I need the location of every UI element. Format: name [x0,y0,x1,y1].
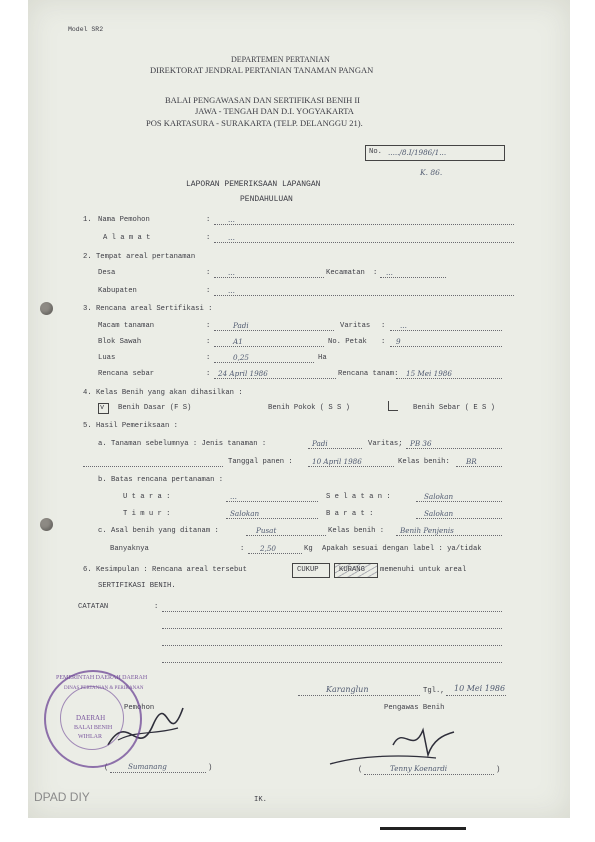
corner-code: K. 86. [420,168,443,177]
alamat-label: A l a m a t [103,234,151,242]
date-value: 10 Mei 1986 [454,684,506,693]
sebar-value: 24 April 1986 [218,369,268,378]
barat-value: Salokan [424,509,454,518]
timur-label: T i m u r : [123,510,171,518]
address-heading: POS KARTASURA - SURAKARTA (TELP. DELANGGU 21). [146,118,363,128]
benih-pokok-label: Benih Pokok ( S S ) [268,404,350,412]
sebar-label: Rencana sebar [98,370,155,378]
report-subtitle: PENDAHULUAN [240,195,293,204]
region-heading: JAWA - TENGAH DAN D.I. YOGYAKARTA [195,106,354,116]
kecamatan-label: Kecamatan [326,269,365,277]
tanam-value: 15 Mei 1986 [406,369,452,378]
asal-benih-value: Pusat [256,526,277,535]
benih-pokok-checkbox[interactable] [388,401,398,411]
banyaknya-label: Banyaknya [110,545,149,553]
bottom-bar [380,827,466,830]
s4-heading: 4. Kelas Benih yang akan dihasilkan : [83,389,243,397]
tanggal-panen-label: Tanggal panen : [228,458,293,466]
pengawas-name: Tenny Koenardi [390,764,448,773]
s6-heading: 6. Kesimpulan : Rencana areal tersebut [83,566,247,574]
nama-value: ... [228,215,235,224]
luas-value: 0,25 [233,353,250,362]
stamp-daerah-text: DAERAH [76,714,106,722]
document-page: Model SR2 DEPARTEMEN PERTANIAN DIREKTORAT JENDRAL PERTANIAN TANAMAN PANGAN BALAI PENGAWASAN DAN SERTIFIKASI BENIH II JAWA - TENGAH DAN D.I. YOGYAKARTA POS KARTASURA - SURAKARTA (TELP. DELANGGU 21). No. ...../8.I/1986/1... K. 86. LAPORAN PEMERIKSAAN LAPANGAN PENDAHULUAN 1. Nama Pemohon : ... A l a m a t : ... 2. Tempat areal pertanaman Desa : ... Kecamatan : ... Kabupaten : ... 3. Rencana areal Sertifikasi : Macam tanaman : Padi Varitas : ... Blok Sawah : A1 No. Petak : 9 Luas : 0,25 Ha Rencana sebar : 24 April 1986 Rencana tanam: 15 Mei 1986 4. Kelas Benih yang akan dihasilkan : v Benih Dasar (F S) Benih Pokok ( S S ) Benih Sebar ( E S ) 5. Hasil Pemeriksaan : a. Tanaman sebelumnya : Jenis tanaman : Padi Varitas; PB 36 Tanggal panen : 10 April 1986 Kelas benih: BR b. Batas rencana pertanaman : U t a r a : ... S e l a t a n : Salokan T i m u r : Salokan B a r a t : Salokan c. Asal benih yang ditanam : Pusat Kelas benih : Benih Penjenis Banyaknya : 2,50 Kg Apakah sesuai dengan label : ya/tidak 6. Kesimpulan : Rencana areal tersebut CUKUP KURANG memenuhi untuk areal SERTIFIKASI BENIH. CATATAN : Karanglun Tgl., 10 Mei 1986 Pengawas Benih Pemohon ( Sumanang ) ( Tenny Koenardi ) PEMERINTAH DAERAH DAERAH DINAS PERTANIAN & PERIKANAN DAERAH BALAI BENIH WIHLAR IK. [28,0,570,818]
jenis-tanaman-value: Padi [312,439,328,448]
s3-heading: 3. Rencana areal Sertifikasi : [83,305,213,313]
cukup-label: CUKUP [297,566,319,574]
kelas-benih-value: Benih Penjenis [400,526,454,535]
varitas-prev-value: PB 36 [410,439,432,448]
directorate-heading: DIREKTORAT JENDRAL PERTANIAN TANAMAN PANGAN [150,65,374,75]
desa-label: Desa [98,269,116,277]
number-box [365,145,505,161]
s6-line2: SERTIFIKASI BENIH. [98,582,176,590]
official-stamp [44,670,148,768]
catatan-label: CATATAN [78,603,109,611]
macam-label: Macam tanaman [98,322,155,330]
desa-value: ... [228,268,235,277]
benih-dasar-checkbox[interactable] [98,403,109,414]
timur-value: Salokan [230,509,260,518]
cukup-box[interactable] [292,563,330,578]
stamp-line-1: BALAI BENIH [74,725,113,731]
tanam-label: Rencana tanam: [338,370,399,378]
stamp-mid-text: DINAS PERTANIAN & PERIKANAN [64,686,144,691]
report-title: LAPORAN PEMERIKSAAN LAPANGAN [186,180,321,189]
kecamatan-value: ... [386,268,393,277]
utara-label: U t a r a : [123,493,171,501]
utara-value: ... [230,492,237,501]
banyaknya-unit: Kg [304,545,313,553]
luas-unit: Ha [318,354,327,362]
blok-value: A1 [233,337,243,346]
nama-label: Nama Pemohon [98,216,150,224]
dept-heading: DEPARTEMEN PERTANIAN [231,55,330,64]
kabupaten-label: Kabupaten [98,287,137,295]
benih-dasar-label: Benih Dasar (F S) [118,404,192,412]
banyaknya-value: 2,50 [260,544,277,553]
balai-heading: BALAI PENGAWASAN DAN SERTIFIKASI BENIH II [165,95,361,105]
s5-heading: 5. Hasil Pemeriksaan : [83,422,178,430]
kelas-benih-prev-value: BR [466,457,477,466]
kurang-label: KURANG [339,566,365,574]
varitas-value: ... [400,321,407,330]
tanggal-panen-value: 10 April 1986 [312,457,362,466]
s2-heading: 2. Tempat areal pertanaman [83,253,196,261]
s6-tail: memenuhi untuk areal [380,566,467,574]
luas-label: Luas [98,354,116,362]
selatan-label: S e l a t a n : [326,493,391,501]
number-value: ...../8.I/1986/1... [388,148,447,157]
kabupaten-value: ... [228,286,235,295]
selatan-value: Salokan [424,492,454,501]
tgl-label: Tgl., [423,687,445,695]
kurang-box[interactable] [334,563,378,578]
blok-label: Blok Sawah [98,338,142,346]
number-label: No. [369,148,382,156]
sesuai-label: Apakah sesuai dengan label : ya/tidak [322,545,482,553]
tanaman-sebelumnya-label: a. Tanaman sebelumnya : Jenis tanaman : [98,440,267,448]
varitas-label: Varitas [340,322,371,330]
petak-value: 9 [396,337,401,346]
alamat-value: ... [228,233,235,242]
asal-benih-label: c. Asal benih yang ditanam : [98,527,219,535]
macam-value: Padi [233,321,249,330]
barat-label: B a r a t : [326,510,374,518]
batas-label: b. Batas rencana pertanaman : [98,476,224,484]
kelas-benih-prev-label: Kelas benih: [398,458,450,466]
benih-sebar-label: Benih Sebar ( E S ) [413,404,495,412]
footer-code: IK. [254,796,267,804]
stamp-line-2: WIHLAR [78,734,102,740]
model-code: Model SR2 [68,26,104,33]
kelas-benih-label: Kelas benih : [328,527,385,535]
pengawas-label: Pengawas Benih [384,704,445,712]
punch-hole-bottom [40,518,53,531]
check-mark: v [100,404,105,412]
stamp-top-text: PEMERINTAH DAERAH DAERAH [56,675,148,681]
pemohon-label: Pemohon [124,704,155,712]
punch-hole-top [40,302,53,315]
place-value: Karanglun [326,685,369,694]
varitas-prev-label: Varitas; [368,440,403,448]
archive-watermark: DPAD DIY [34,790,90,804]
petak-label: No. Petak [328,338,367,346]
pemohon-name: Sumanang [128,762,167,771]
s1-num: 1. [83,216,92,224]
